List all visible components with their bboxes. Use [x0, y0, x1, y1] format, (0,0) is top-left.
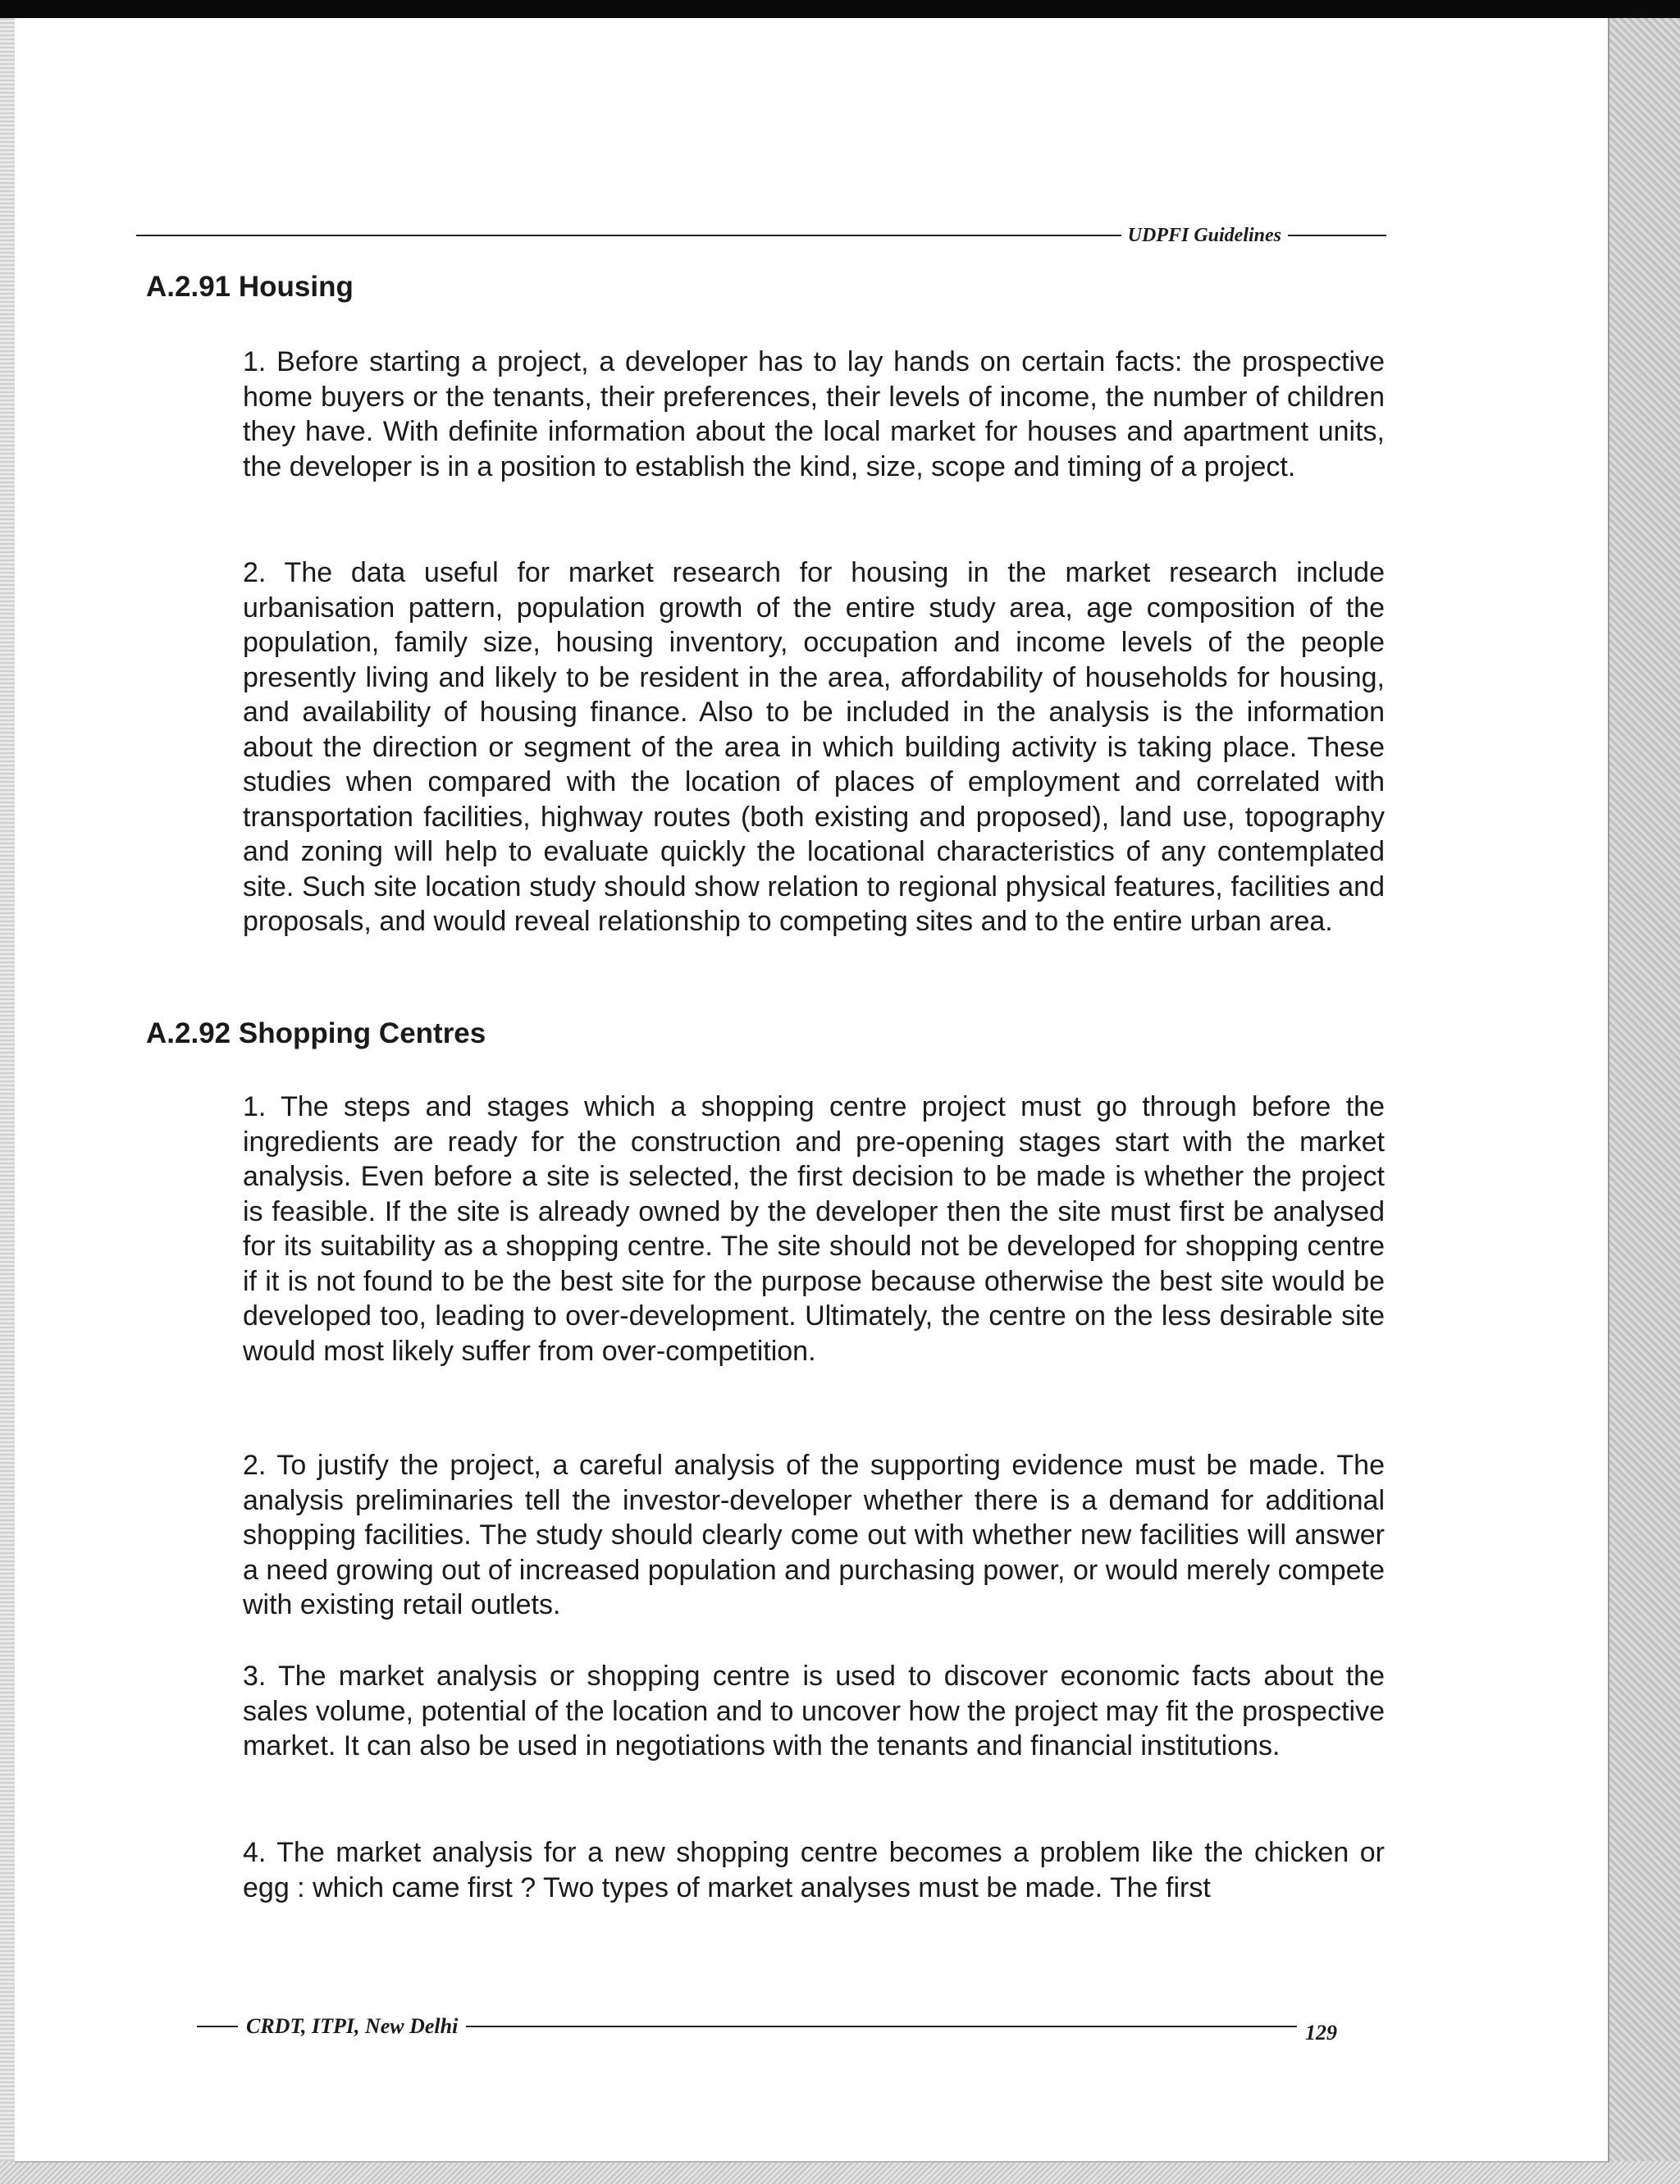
- scan-bottom-margin: [0, 2161, 1680, 2184]
- header-rule-right: [1288, 235, 1386, 236]
- section-heading-housing: A.2.91 Housing: [146, 271, 354, 303]
- header-title: UDPFI Guidelines: [1127, 224, 1281, 246]
- housing-paragraph-2: 2. The data useful for market research for housing in the market research include urbanisation pattern, population growth of the entire study area, age composition of the population, family size, housing inventory, occupation and income levels of the people presently living and likely to be resident in the area, affordability of households for housing, and availability of housing finance. Also to be included in the analysis is the information about the direction or segment of the area in which building activity is taking place. These studies when compared with the location of places of employment and correlated with transportation facilities, highway routes (both existing and proposed), land use, topography and zoning will help to evaluate quickly the locational characteristics of any contemplated site. Such site location study should show relation to regional physical features, facilities and proposals, and would reveal relationship to competing sites and to the entire urban area.: [243, 557, 1385, 937]
- shopping-paragraph-3: 3. The market analysis or shopping centre is used to discover economic facts about the sales volume, potential of the location and to uncover how the project may fit the prospective market. It can also be used in negotiations with the tenants and financial institutions.: [243, 1661, 1385, 1761]
- footer-source: CRDT, ITPI, New Delhi: [246, 2014, 459, 2038]
- scan-left-margin: [0, 18, 15, 2184]
- shopping-paragraph-4: 4. The market analysis for a new shopping centre becomes a problem like the chicken or egg : which came first ? Two types of market analyses must be made. The first: [243, 1837, 1385, 1903]
- shopping-paragraph-2: 2. To justify the project, a careful analysis of the supporting evidence must be made. The analysis preliminaries tell the investor-developer whether there is a demand for additional shopping facilities. The study should clearly come out with whether new facilities will answer a need growing out of increased population and purchasing power, or would merely compete with existing retail outlets.: [243, 1450, 1385, 1620]
- footer-rule-lead: [197, 2026, 238, 2027]
- scan-right-margin: [1609, 18, 1680, 2184]
- scan-top-border: [0, 0, 1680, 18]
- section-heading-shopping-centres: A.2.92 Shopping Centres: [146, 1017, 486, 1049]
- footer-rule-fill: [466, 2026, 1297, 2027]
- header-rule-left: [136, 235, 1121, 236]
- page-number: 129: [1305, 2021, 1337, 2045]
- housing-paragraph-1: 1. Before starting a project, a developer has to lay hands on certain facts: the prospective home buyers or the tenants, their preferences, their levels of income, the number of children they have. With definite information about the local market for houses and apartment units, the developer is in a position to establish the kind, size, scope and timing of a project.: [243, 346, 1385, 482]
- running-header: [136, 223, 1386, 248]
- shopping-paragraph-1: 1. The steps and stages which a shopping centre project must go through before the ingredients are ready for the construction and pre-opening stages start with the market analysis. Even before a site is selected, the first decision to be made is whether the project is feasible. If the site is already owned by the developer then the site must first be analysed for its suitability as a shopping centre. The site should not be developed for shopping centre if it is not found to be the best site for the purpose because otherwise the best site would be developed too, leading to over-development. Ultimately, the centre on the less desirable site would most likely suffer from over-competition.: [243, 1091, 1385, 1367]
- running-footer: [197, 2012, 1337, 2045]
